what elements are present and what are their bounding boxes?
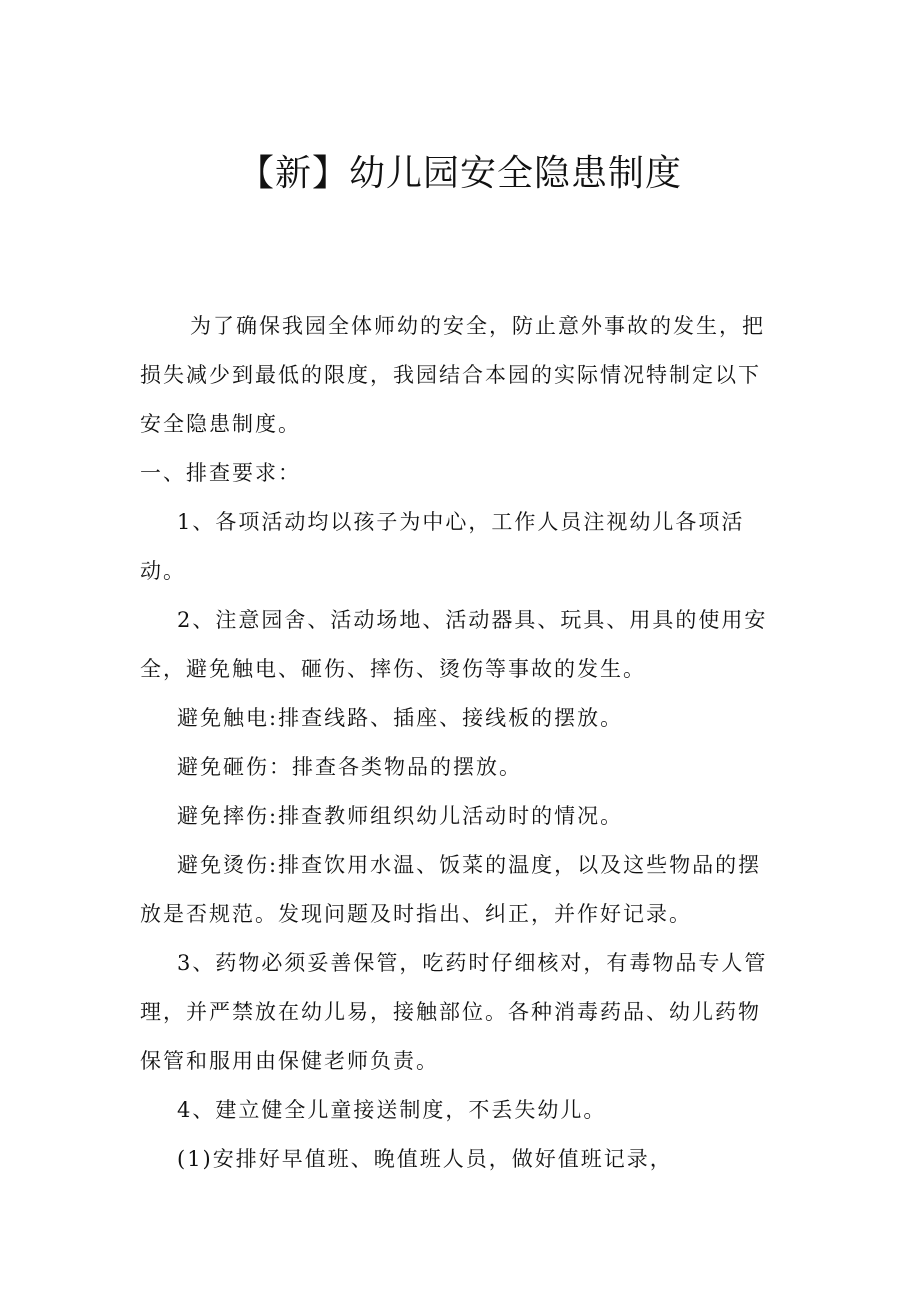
item-2-paragraph: 2、注意园舍、活动场地、活动器具、玩具、用具的使用安全，避免触电、砸伤、摔伤、烫伤等事故的发生。: [140, 608, 768, 681]
document-body: [140, 302, 780, 1184]
page-title: 【新】幼儿园安全隐患制度: [237, 153, 682, 194]
section-heading-requirements: 一、排查要求：: [140, 461, 301, 485]
avoid-crush-injury-line: 避免砸伤：排查各类物品的摆放。: [177, 755, 522, 779]
sub-item-1-paragraph: (1)安排好早值班、晚值班人员，做好值班记录，: [177, 1147, 673, 1171]
item-1-paragraph: 1、各项活动均以孩子为中心，工作人员注视幼儿各项活动。: [140, 510, 745, 583]
avoid-fall-injury-line: 避免摔伤:排查教师组织幼儿活动时的情况。: [177, 804, 624, 828]
item-3-paragraph: 3、药物必须妥善保管，吃药时仔细核对，有毒物品专人管理，并严禁放在幼儿易，接触部位。各种消毒药品、幼儿药物保管和服用由保健老师负责。: [140, 951, 768, 1073]
item-4-paragraph: 4、建立健全儿童接送制度，不丢失幼儿。: [177, 1098, 607, 1122]
intro-paragraph: 为了确保我园全体师幼的安全，防止意外事故的发生，把损失减少到最低的限度，我园结合本园的实际情况特制定以下安全隐患制度。: [140, 314, 765, 436]
avoid-burn-injury-paragraph: 避免烫伤:排查饮用水温、饭菜的温度，以及这些物品的摆放是否规范。发现问题及时指出、纠正，并作好记录。: [140, 853, 762, 926]
avoid-electric-shock-line: 避免触电:排查线路、插座、接线板的摆放。: [177, 706, 624, 730]
